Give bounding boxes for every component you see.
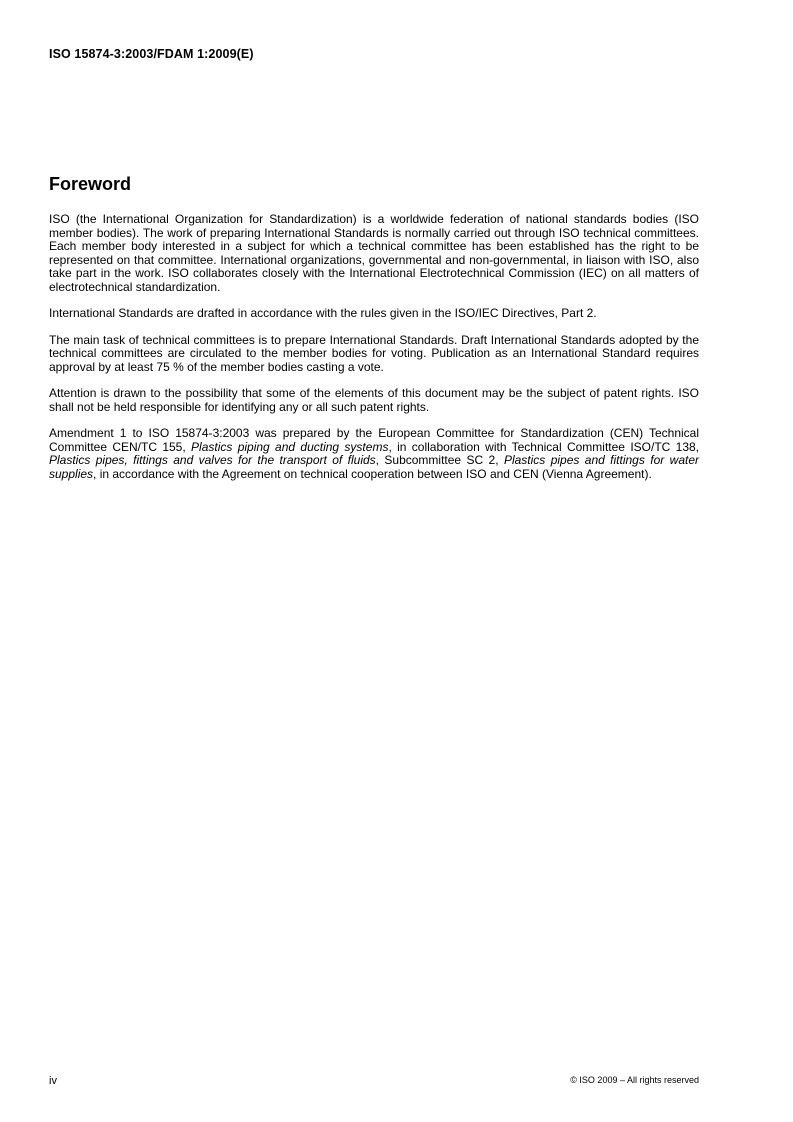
paragraph-patent-rights: Attention is drawn to the possibility that some of the elements of this document may be the subject of patent rights. ISO shall not be held responsible for identifying any or all such patent rights. xyxy=(49,386,699,414)
amendment-committee-title: Plastics piping and ducting systems xyxy=(191,439,389,454)
paragraph-drafting-rules: International Standards are drafted in accordance with the rules given in the ISO/IEC Directives, Part 2. xyxy=(49,306,597,320)
page-number: iv xyxy=(49,1075,57,1087)
amendment-iso-tc-title: Plastics pipes, fittings and valves for the transport of fluids xyxy=(49,453,376,467)
paragraph-technical-committees: The main task of technical committees is to prepare International Standards. Draft International Standards adopted by the technical committees are circulated to the member bodies for voting. Publication as an International Standard requires approval by at least 75 % of the member bodies casting a vote. xyxy=(49,332,699,374)
amendment-subcommittee-title: Plastics pipes and fittings for water supplies xyxy=(49,453,699,481)
document-id-header: ISO 15874-3:2003/FDAM 1:2009(E) xyxy=(49,47,254,61)
amendment-text-part1: Amendment 1 to ISO 15874-3:2003 was prepared by the European Committee for Standardization (CEN) Technical Committee CEN/TC 155, xyxy=(49,426,699,454)
copyright-notice: © ISO 2009 – All rights reserved xyxy=(570,1075,699,1085)
page-title: Foreword xyxy=(49,174,132,194)
amendment-text-part3: , Subcommittee SC 2, xyxy=(375,453,504,467)
paragraph-amendment-info xyxy=(49,427,699,481)
amendment-text-part2: , in collaboration with Technical Committee ISO/TC 138, xyxy=(388,439,700,454)
paragraph-iso-federation: ISO (the International Organization for Standardization) is a worldwide federation of national standards bodies (ISO member bodies). The work of preparing International Standards is normally carried out through ISO technical committees. Each member body interested in a subject for which a technical committee has been established has the right to be represented on that committee. International organizations, governmental and non-governmental, in liaison with ISO, also take part in the work. ISO collaborates closely with the International Electrotechnical Commission (IEC) on all matters of electrotechnical standardization. xyxy=(49,212,699,294)
foreword-section xyxy=(49,174,699,494)
amendment-text-part4: , in accordance with the Agreement on technical cooperation between ISO and CEN (Vienna Agreement). xyxy=(93,466,652,481)
